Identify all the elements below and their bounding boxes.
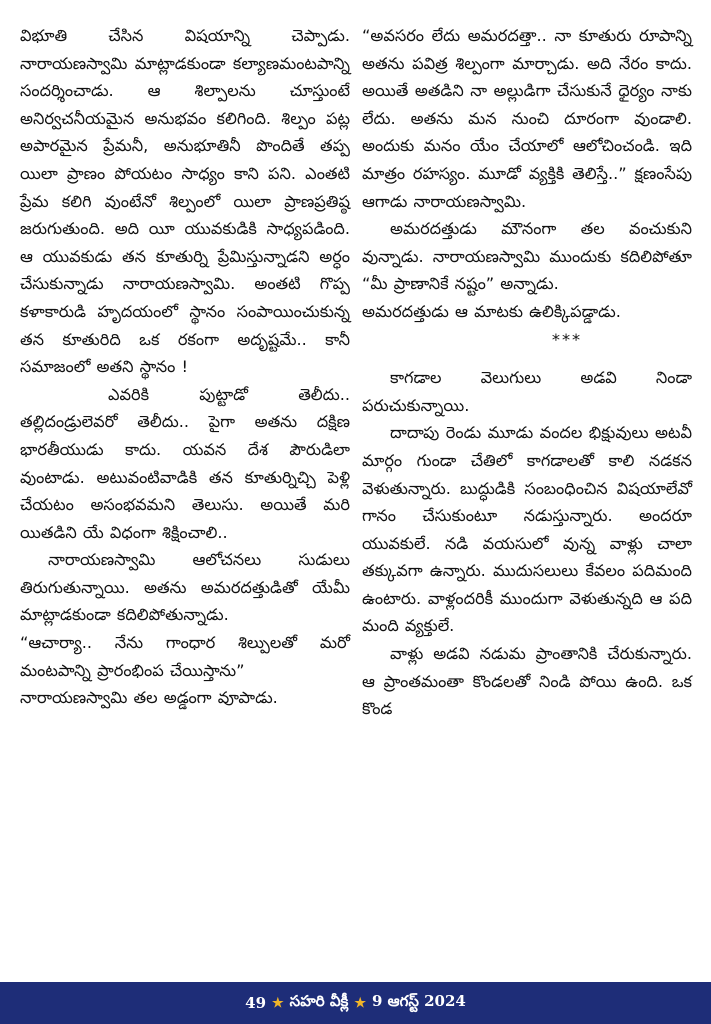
star-icon: ★ [272,995,284,1011]
paragraph: “అవసరం లేదు అమరదత్తా.. నా కూతురు రూపాన్ని అతను పవిత్ర శిల్పంగా మార్చాడు. అది నేరం కాదు. అయితే అతడిని నా అల్లుడిగా చేసుకునే ధైర్యం నాకు లేదు. అతను మన నుంచి దూరంగా వుండాలి. అందుకు మనం యేం చేయాలో ఆలోచించండి. ఇది మాత్రం రహస్యం. మూడో వ్యక్తికి తెలిస్తే..” క్షణంసేపు ఆగాడు నారాయణస్వామి. [362,26,692,211]
paragraph: వాళ్లు అడవి నడుమ ప్రాంతానికి చేరుకున్నారు. ఆ ప్రాంతమంతా కొండలతో నిండి పోయి ఉంది. ఒక కొండ [362,644,692,719]
paragraph: “ఆచార్యా.. నేను గాంధార శిల్పులతో మరో మంటపాన్ని ప్రారంభింప చేయిస్తాను” [20,633,350,680]
paragraph: కాగడాల వెలుగులు అడవి నిండా పరుచుకున్నాయి. [362,368,692,415]
paragraph: అమరదత్తుడు ఆ మాటకు ఉలిక్కిపడ్డాడు. [362,301,621,321]
paragraph: ఎవరికి పుట్టాడో తెలీదు.. తల్లిదండ్రులెవరో తెలీదు.. పైగా అతను దక్షిణ భారతీయుడు కాదు. యవన దేశ పౌరుడిలా వుంటాడు. అటువంటివాడికి తన కూతుర్నిచ్చి పెళ్లి చేయటం అసంభవమని తెలుసు. అయితే మరి యితడిని యే విధంగా శిక్షించాలి.. [20,384,350,542]
issue-date: 9 ఆగస్ట్ 2024 [371,992,466,1010]
page-footer [0,982,711,1024]
right-column [362,22,692,723]
magazine-name: సహరి వీక్లీ [289,992,349,1010]
paragraph: నారాయణస్వామి ఆలోచనలు సుడులు తిరుగుతున్నాయి. అతను అమరదత్తుడితో యేమీ మాట్లాడకుండా కదిలిపోతున్నాడు. [20,550,350,625]
paragraph: నారాయణస్వామి తల అడ్డంగా వూపాడు. [20,688,278,708]
page-number: 49 [245,994,267,1012]
left-column [20,22,350,712]
paragraph: దాదాపు రెండు మూడు వందల భిక్షువులు అటవీ మార్గం గుండా చేతిలో కాగడాలతో కాలి నడకన వెళుతున్నారు. బుద్ధుడికి సంబంధించిన విషయాలేవో గానం చేసుకుంటూ నడుస్తున్నారు. అందరూ యువకులే. నడి వయసులో వున్న వాళ్లు చాలా తక్కువగా ఉన్నారు. ముదుసలులు కేవలం పదిమంది ఉంటారు. వాళ్లందరికీ ముందుగా వెళుతున్నది ఆ పది మంది వ్యక్తులే. [362,423,692,636]
paragraph: విభూతి చేసిన విషయాన్ని చెప్పాడు. నారాయణస్వామి మాట్లాడకుండా కల్యాణమంటపాన్ని సందర్శించాడు. ఆ శిల్పాలను చూస్తుంటే అనిర్వచనీయమైన అనుభవం కలిగింది. శిల్పం పట్ల అపారమైన ప్రేమనీ, అనుభూతినీ పొందితే తప్ప యిలా ప్రాణం పోయటం సాధ్యం కాని పని. ఎంతటి ప్రేమ కలిగి వుంటేనో శిల్పంలో యిలా ప్రాణప్రతిష్ఠ జరుగుతుంది. అది యీ యువకుడికి సాధ్యపడింది. ఆ యువకుడు తన కూతుర్ని ప్రేమిస్తున్నాడని అర్ధం చేసుకున్నాడు నారాయణస్వామి. అంతటి గొప్ప కళాకారుడి హృదయంలో స్థానం సంపాయించుకున్న తన కూతురిది ఒక రకంగా అదృష్టమే.. కానీ సమాజంలో అతని స్థానం ! [20,26,350,377]
paragraph: అమరదత్తుడు మౌనంగా తల వంచుకుని వున్నాడు. నారాయణస్వామి ముందుకు కదిలిపోతూ “మీ ప్రాణానికే నష్టం” అన్నాడు. [362,219,692,294]
section-separator: *** [551,329,583,349]
star-icon: ★ [354,995,366,1011]
